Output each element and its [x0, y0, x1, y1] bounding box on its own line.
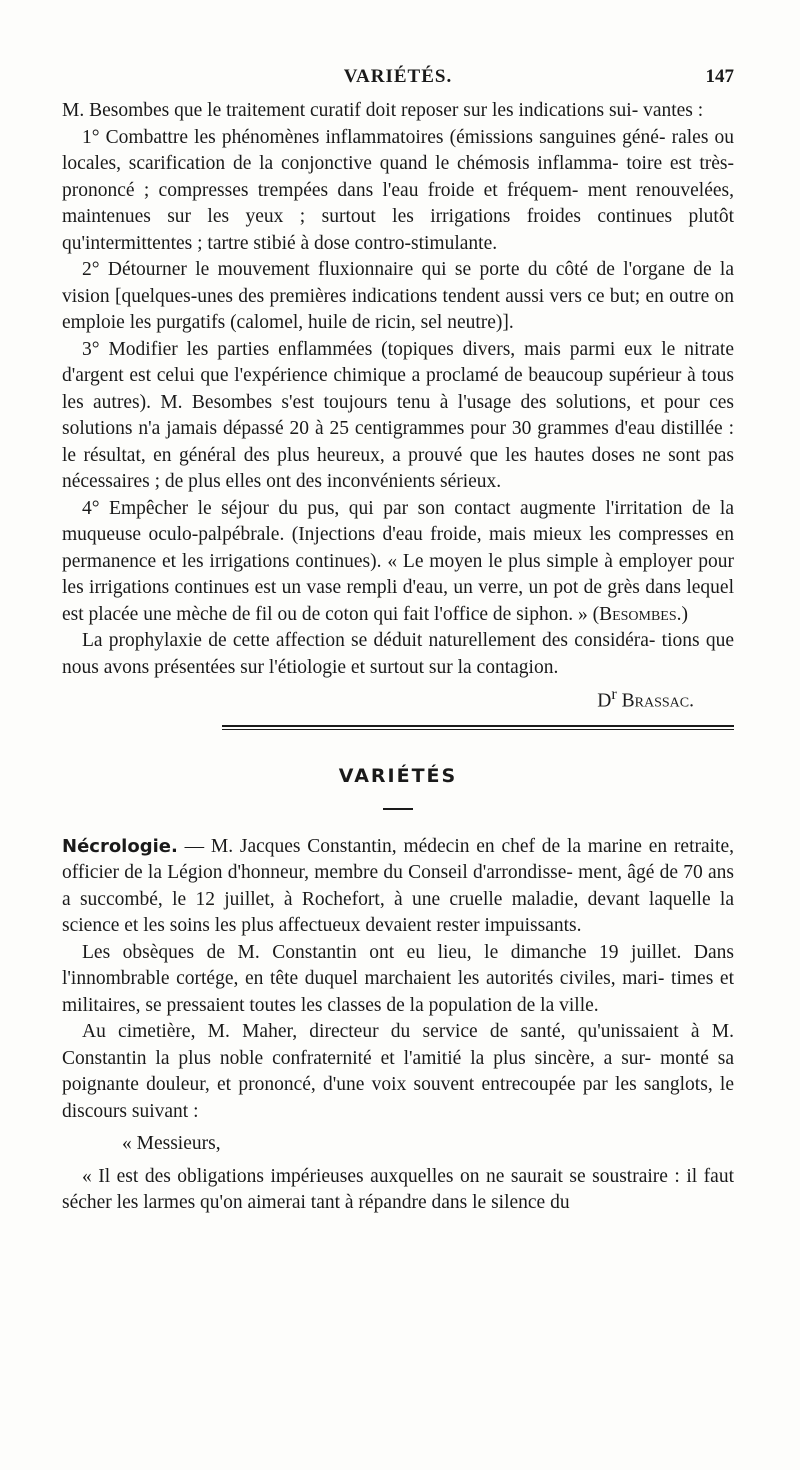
text-line: 4° Empêcher le séjour du pus, qui par son contact augmente l'irritation — [82, 497, 683, 519]
text-line: M. Besombes que le traitement curatif doit reposer sur les indications sui- — [62, 100, 639, 121]
text-line: times et militaires, se pressaient toutes les classes de la population de — [62, 968, 734, 1016]
paragraph — [62, 628, 734, 681]
running-title: VARIÉTÉS. — [343, 66, 453, 87]
paragraph — [62, 98, 734, 125]
text-line: rales ou locales, scarification de la conjonctive quand le chémosis inflamma- — [62, 126, 735, 174]
text-line: 1° Combattre les phénomènes inflammatoires (émissions sanguines géné- — [82, 126, 666, 148]
text-line: continues plutôt qu'intermittentes ; tartre stibié à dose contro-stimulante. — [62, 206, 734, 254]
paragraph — [62, 1019, 734, 1125]
signature-sup: r — [611, 685, 617, 703]
text-line: 3° Modifier les parties enflammées (topiques divers, mais parmi eux le — [82, 338, 676, 360]
text-line: prouvé que les hautes doses ne sont pas nécessaires ; de plus elles ont des — [62, 444, 734, 492]
signature-prefix: D — [597, 690, 612, 712]
text-line: de la vision [quelques-unes des premières indications tendent aussi vers ce — [62, 259, 734, 307]
paragraph — [62, 1164, 734, 1217]
text-line: nitrate d'argent est celui que l'expérience chimique a proclamé de beaucoup — [62, 338, 735, 386]
signature — [62, 681, 734, 715]
text-line: vantes : — [643, 100, 704, 121]
double-rule-divider — [62, 725, 734, 733]
text-line: ) — [681, 603, 689, 625]
text-line: rester impuissants. — [436, 915, 582, 936]
author-citation: Besombes. — [599, 603, 682, 625]
text-line: supérieur à tous les autres). M. Besombes s'est toujours tenu à l'usage des — [62, 365, 735, 413]
text-line: solutions, et pour ces solutions n'a jamais dépassé 20 à 25 centigrammes pour — [62, 391, 734, 439]
text-line: simple à employer pour les irrigations continues est un vase rempli d'eau, un — [62, 550, 734, 598]
paragraph — [62, 834, 734, 940]
text-line: 30 grammes d'eau distillée : le résultat, en général des plus heureux, a — [62, 418, 734, 466]
page-header — [62, 66, 734, 96]
paragraph — [62, 496, 734, 629]
text-line: Les obsèques de M. Constantin ont eu lieu, le dimanche 19 juillet. Dans — [82, 941, 734, 963]
text-line: toire est très-prononcé ; compresses trempées dans l'eau froide et fréquem- — [62, 153, 734, 201]
body-text — [62, 98, 734, 1217]
text-line: Au cimetière, M. Maher, directeur du service de santé, qu'unissaient à — [82, 1021, 700, 1042]
text-line: — M. Jacques Constantin, médecin en chef de la marine en — [177, 835, 668, 857]
text-line: maladie, devant laquelle la science et les soins les plus affectueux devaient — [62, 888, 734, 936]
text-line: inconvénients sérieux. — [326, 471, 502, 492]
text-line: de la muqueuse oculo-palpébrale. (Injections d'eau froide, mais mieux les — [62, 497, 734, 545]
text-line: fait l'office de siphon. » ( — [403, 603, 600, 625]
text-line: compresses en permanence et les irrigations continues). « Le moyen le plus — [62, 524, 734, 572]
text-line: « Il est des obligations impérieuses auxquelles on ne saurait se soustraire : — [82, 1165, 680, 1187]
page-number: 147 — [705, 66, 734, 87]
text-line: tions que nous avons présentées sur l'étiologie et surtout sur la contagion. — [62, 630, 734, 678]
paragraph — [62, 1131, 734, 1158]
text-line: ment, âgé de 70 ans a succombé, le 12 juillet, à Rochefort, à une cruelle — [62, 862, 735, 910]
text-line: La prophylaxie de cette affection se déduit naturellement des considéra- — [82, 630, 656, 651]
runin-heading: Nécrologie. — [62, 835, 178, 857]
paragraph — [62, 125, 734, 258]
text-line: monté sa poignante douleur, et prononcé, d'une voix souvent entrecoupée par — [62, 1047, 735, 1095]
text-line: retraite, officier de la Légion d'honneur, membre du Conseil d'arrondisse- — [62, 835, 735, 883]
short-rule — [62, 808, 734, 812]
text-line: 2° Détourner le mouvement fluxionnaire qui se porte du côté de l'organe — [82, 259, 685, 280]
text-line: les sanglots, le discours suivant : — [62, 1074, 734, 1122]
text-line: ment renouvelées, maintenues sur les yeux ; surtout les irrigations froides — [62, 179, 734, 227]
text-line: « Messieurs, — [122, 1133, 221, 1154]
paragraph — [62, 337, 734, 496]
signature-name: Brassac. — [621, 690, 694, 712]
text-line: verre, un pot de grès dans lequel est placée une mèche de fil ou de coton qui — [62, 577, 735, 625]
section-title: VARIÉTÉS — [338, 765, 458, 787]
text-line: M. Constantin la plus noble confraternité et l'amitié la plus sincère, a sur- — [62, 1021, 735, 1069]
paragraph — [62, 940, 734, 1020]
paragraph — [62, 257, 734, 337]
text-line: but; en outre on emploie les purgatifs (calomel, huile de ricin, sel neutre)]. — [62, 285, 734, 333]
text-line: l'innombrable cortége, en tête duquel marchaient les autorités civiles, mari- — [62, 968, 665, 989]
text-line: il faut sécher les larmes qu'on aimerai tant à répandre dans le silence du — [62, 1165, 734, 1213]
text-line: la ville. — [540, 994, 599, 1016]
